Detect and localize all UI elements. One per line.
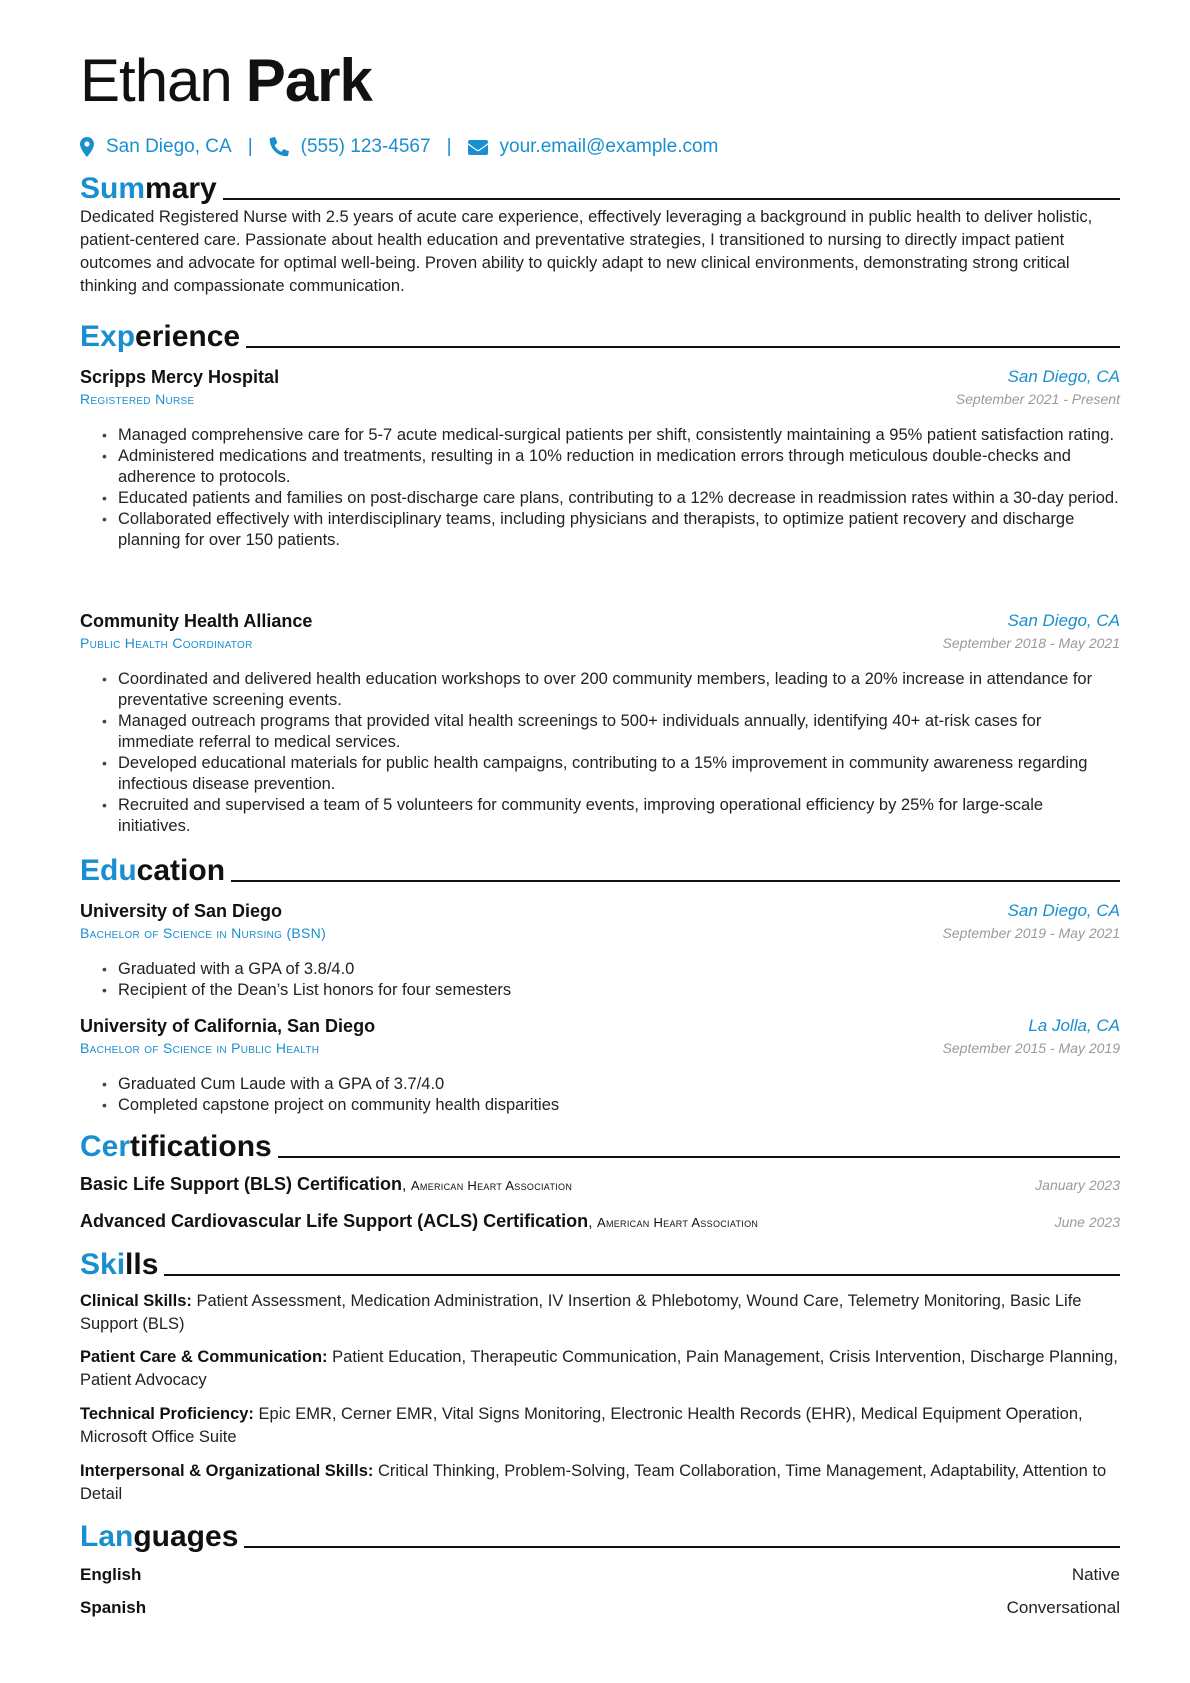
degree-dates: September 2015 - May 2019 — [942, 1040, 1120, 1056]
language-name: Spanish — [80, 1598, 147, 1617]
certification-title: Advanced Cardiovascular Life Support (ACLS) Certification, American Heart Association — [80, 1211, 759, 1231]
list-item: • Developed educational materials for public health campaigns, contributing to a 15% improvement in community awareness regarding infectious disease prevention. — [102, 754, 1088, 793]
skill-group-value: Patient Education, Therapeutic Communication, Pain Management, Crisis Intervention, Discharge Planning, Patient Advocacy — [80, 1348, 1118, 1389]
school-name: University of California, San Diego — [80, 1016, 376, 1036]
experience-entry-subheader — [80, 634, 1120, 652]
school-location: San Diego, CA — [1007, 901, 1120, 920]
section-rule — [278, 1156, 1120, 1158]
skill-group-label: Clinical Skills: — [80, 1292, 192, 1310]
last-name: Park — [245, 47, 372, 114]
education-entry-subheader — [80, 924, 1120, 942]
section-title — [80, 1520, 238, 1554]
section-title — [80, 1248, 158, 1282]
title-accent: Lan — [80, 1520, 134, 1553]
certification-item — [80, 1211, 1120, 1232]
section-title — [80, 1130, 272, 1164]
list-item: • Coordinated and delivered health education workshops to over 200 community members, leading to a 20% increase in attendance for preventative screening events. — [102, 670, 1093, 709]
certification-date: June 2023 — [1054, 1214, 1120, 1230]
first-name: Ethan — [80, 47, 232, 114]
skill-group — [80, 1290, 1120, 1336]
section-rule — [164, 1274, 1120, 1276]
skill-group — [80, 1460, 1120, 1506]
list-item: • Managed comprehensive care for 5-7 acute medical-surgical patients per shift, consistently maintaining a 95% patient satisfaction rating. — [102, 426, 1115, 444]
language-name: English — [80, 1565, 142, 1584]
language-level: Native — [1071, 1565, 1120, 1584]
experience-entry-subheader — [80, 390, 1120, 408]
employer-name: Community Health Alliance — [80, 611, 313, 631]
section-rule — [231, 880, 1120, 882]
contact-email[interactable] — [468, 136, 719, 158]
section-rule — [223, 198, 1120, 200]
language-item — [80, 1597, 1120, 1619]
title-rest: mary — [145, 172, 217, 205]
experience-entry-header — [80, 610, 1120, 632]
candidate-name — [80, 46, 372, 116]
list-item: • Administered medications and treatments, resulting in a 10% reduction in medication errors through meticulous double-checks and adherence to protocols. — [102, 447, 1071, 486]
language-level: Conversational — [1006, 1598, 1120, 1617]
list-item: • Recipient of the Dean’s List honors for four semesters — [102, 981, 512, 999]
job-dates: September 2021 - Present — [955, 391, 1120, 407]
title-accent: Ski — [80, 1248, 126, 1281]
employer-location: San Diego, CA — [1007, 611, 1120, 630]
list-item: • Graduated Cum Laude with a GPA of 3.7/4.0 — [102, 1075, 445, 1093]
school-name: University of San Diego — [80, 901, 283, 921]
education-entry-header — [80, 900, 1120, 922]
summary-heading — [80, 170, 1120, 206]
experience-entry-header — [80, 366, 1120, 388]
contact-separator: | — [247, 136, 253, 157]
languages-heading — [80, 1518, 1120, 1554]
summary-text: Dedicated Registered Nurse with 2.5 years of acute care experience, effectively leveraging a background in public health to deliver holistic, patient-centered care. Passionate about health education and preventative strategies, I transitioned to nursing to directly impact patient outcomes and advocate for optimal well-being. Proven ability to quickly adapt to new clinical environments, demonstrating strong critical thinking and compassionate communication. — [80, 208, 1093, 295]
job-title: Registered Nurse — [80, 391, 195, 407]
list-item: • Managed outreach programs that provided vital health screenings to 500+ individuals annually, identifying 40+ at-risk cases for immediate referral to medical services. — [102, 712, 1042, 751]
section-rule — [246, 346, 1120, 348]
education-bullets — [80, 959, 1120, 1001]
map-pin-icon — [80, 137, 94, 157]
envelope-icon — [468, 140, 488, 155]
section-title — [80, 172, 217, 206]
contact-separator: | — [446, 136, 452, 157]
certification-issuer: American Heart Association — [596, 1215, 759, 1230]
school-location: La Jolla, CA — [1028, 1016, 1120, 1035]
title-accent: Edu — [80, 854, 137, 887]
title-rest: guages — [133, 1520, 239, 1553]
certifications-heading — [80, 1128, 1120, 1164]
skill-group — [80, 1403, 1120, 1449]
title-rest: erience — [135, 320, 241, 353]
certification-name: Basic Life Support (BLS) Certification — [80, 1174, 403, 1194]
title-accent: Sum — [80, 172, 146, 205]
list-item: • Completed capstone project on community health disparities — [102, 1096, 560, 1114]
section-rule — [244, 1546, 1120, 1548]
experience-bullets — [80, 425, 1120, 551]
education-entry-header — [80, 1015, 1120, 1037]
contact-location — [80, 136, 232, 158]
language-item — [80, 1564, 1120, 1586]
location-text: San Diego, CA — [106, 136, 232, 157]
contact-line — [80, 134, 718, 160]
employer-location: San Diego, CA — [1007, 367, 1120, 386]
job-dates: September 2018 - May 2021 — [942, 635, 1120, 651]
section-title — [80, 854, 225, 888]
employer-name: Scripps Mercy Hospital — [80, 367, 280, 387]
skill-group-value: Epic EMR, Cerner EMR, Vital Signs Monitoring, Electronic Health Records (EHR), Medical Equipment Operation, Microsoft Office Suite — [80, 1405, 1083, 1446]
certification-name: Advanced Cardiovascular Life Support (ACLS) Certification — [80, 1211, 589, 1231]
degree-name: Bachelor of Science in Public Health — [80, 1040, 320, 1056]
experience-heading — [80, 318, 1120, 354]
email-text: your.email@example.com — [499, 136, 719, 157]
title-accent: Exp — [80, 320, 136, 353]
skill-group — [80, 1346, 1120, 1392]
phone-text: (555) 123-4567 — [300, 136, 431, 157]
skill-group-label: Technical Proficiency: — [80, 1405, 254, 1423]
education-bullets — [80, 1074, 1120, 1116]
phone-icon — [269, 137, 289, 157]
title-rest: lls — [125, 1248, 159, 1281]
title-rest: tifications — [130, 1130, 272, 1163]
certification-issuer: American Heart Association — [410, 1178, 573, 1193]
skill-group-label: Patient Care & Communication: — [80, 1348, 328, 1366]
education-heading — [80, 852, 1120, 888]
experience-bullets — [80, 669, 1120, 837]
skill-group-label: Interpersonal & Organizational Skills: — [80, 1462, 374, 1480]
skills-heading — [80, 1246, 1120, 1282]
certification-date: January 2023 — [1035, 1177, 1120, 1193]
list-item: • Recruited and supervised a team of 5 volunteers for community events, improving operational efficiency by 25% for large-scale initiatives. — [102, 796, 1044, 835]
section-title — [80, 320, 240, 354]
skill-group-value: Patient Assessment, Medication Administration, IV Insertion & Phlebotomy, Wound Care, Telemetry Monitoring, Basic Life Support (BLS) — [80, 1292, 1082, 1333]
list-item: • Educated patients and families on post-discharge care plans, contributing to a 12% decrease in readmission rates within a 30-day period. — [102, 489, 1119, 507]
job-title: Public Health Coordinator — [80, 635, 253, 651]
title-accent: Cer — [80, 1130, 131, 1163]
contact-phone[interactable] — [269, 136, 431, 158]
degree-dates: September 2019 - May 2021 — [942, 925, 1120, 941]
list-item: • Collaborated effectively with interdisciplinary teams, including physicians and therapists, to optimize patient recovery and discharge planning for over 150 patients. — [102, 510, 1075, 549]
degree-name: Bachelor of Science in Nursing (BSN) — [80, 925, 327, 941]
certification-title: Basic Life Support (BLS) Certification, American Heart Association — [80, 1174, 573, 1194]
list-item: • Graduated with a GPA of 3.8/4.0 — [102, 960, 355, 978]
education-entry-subheader — [80, 1039, 1120, 1057]
title-rest: cation — [136, 854, 226, 887]
skill-group-value: Critical Thinking, Problem-Solving, Team Collaboration, Time Management, Adaptability, Attention to Detail — [80, 1462, 1107, 1503]
certification-item — [80, 1174, 1120, 1195]
